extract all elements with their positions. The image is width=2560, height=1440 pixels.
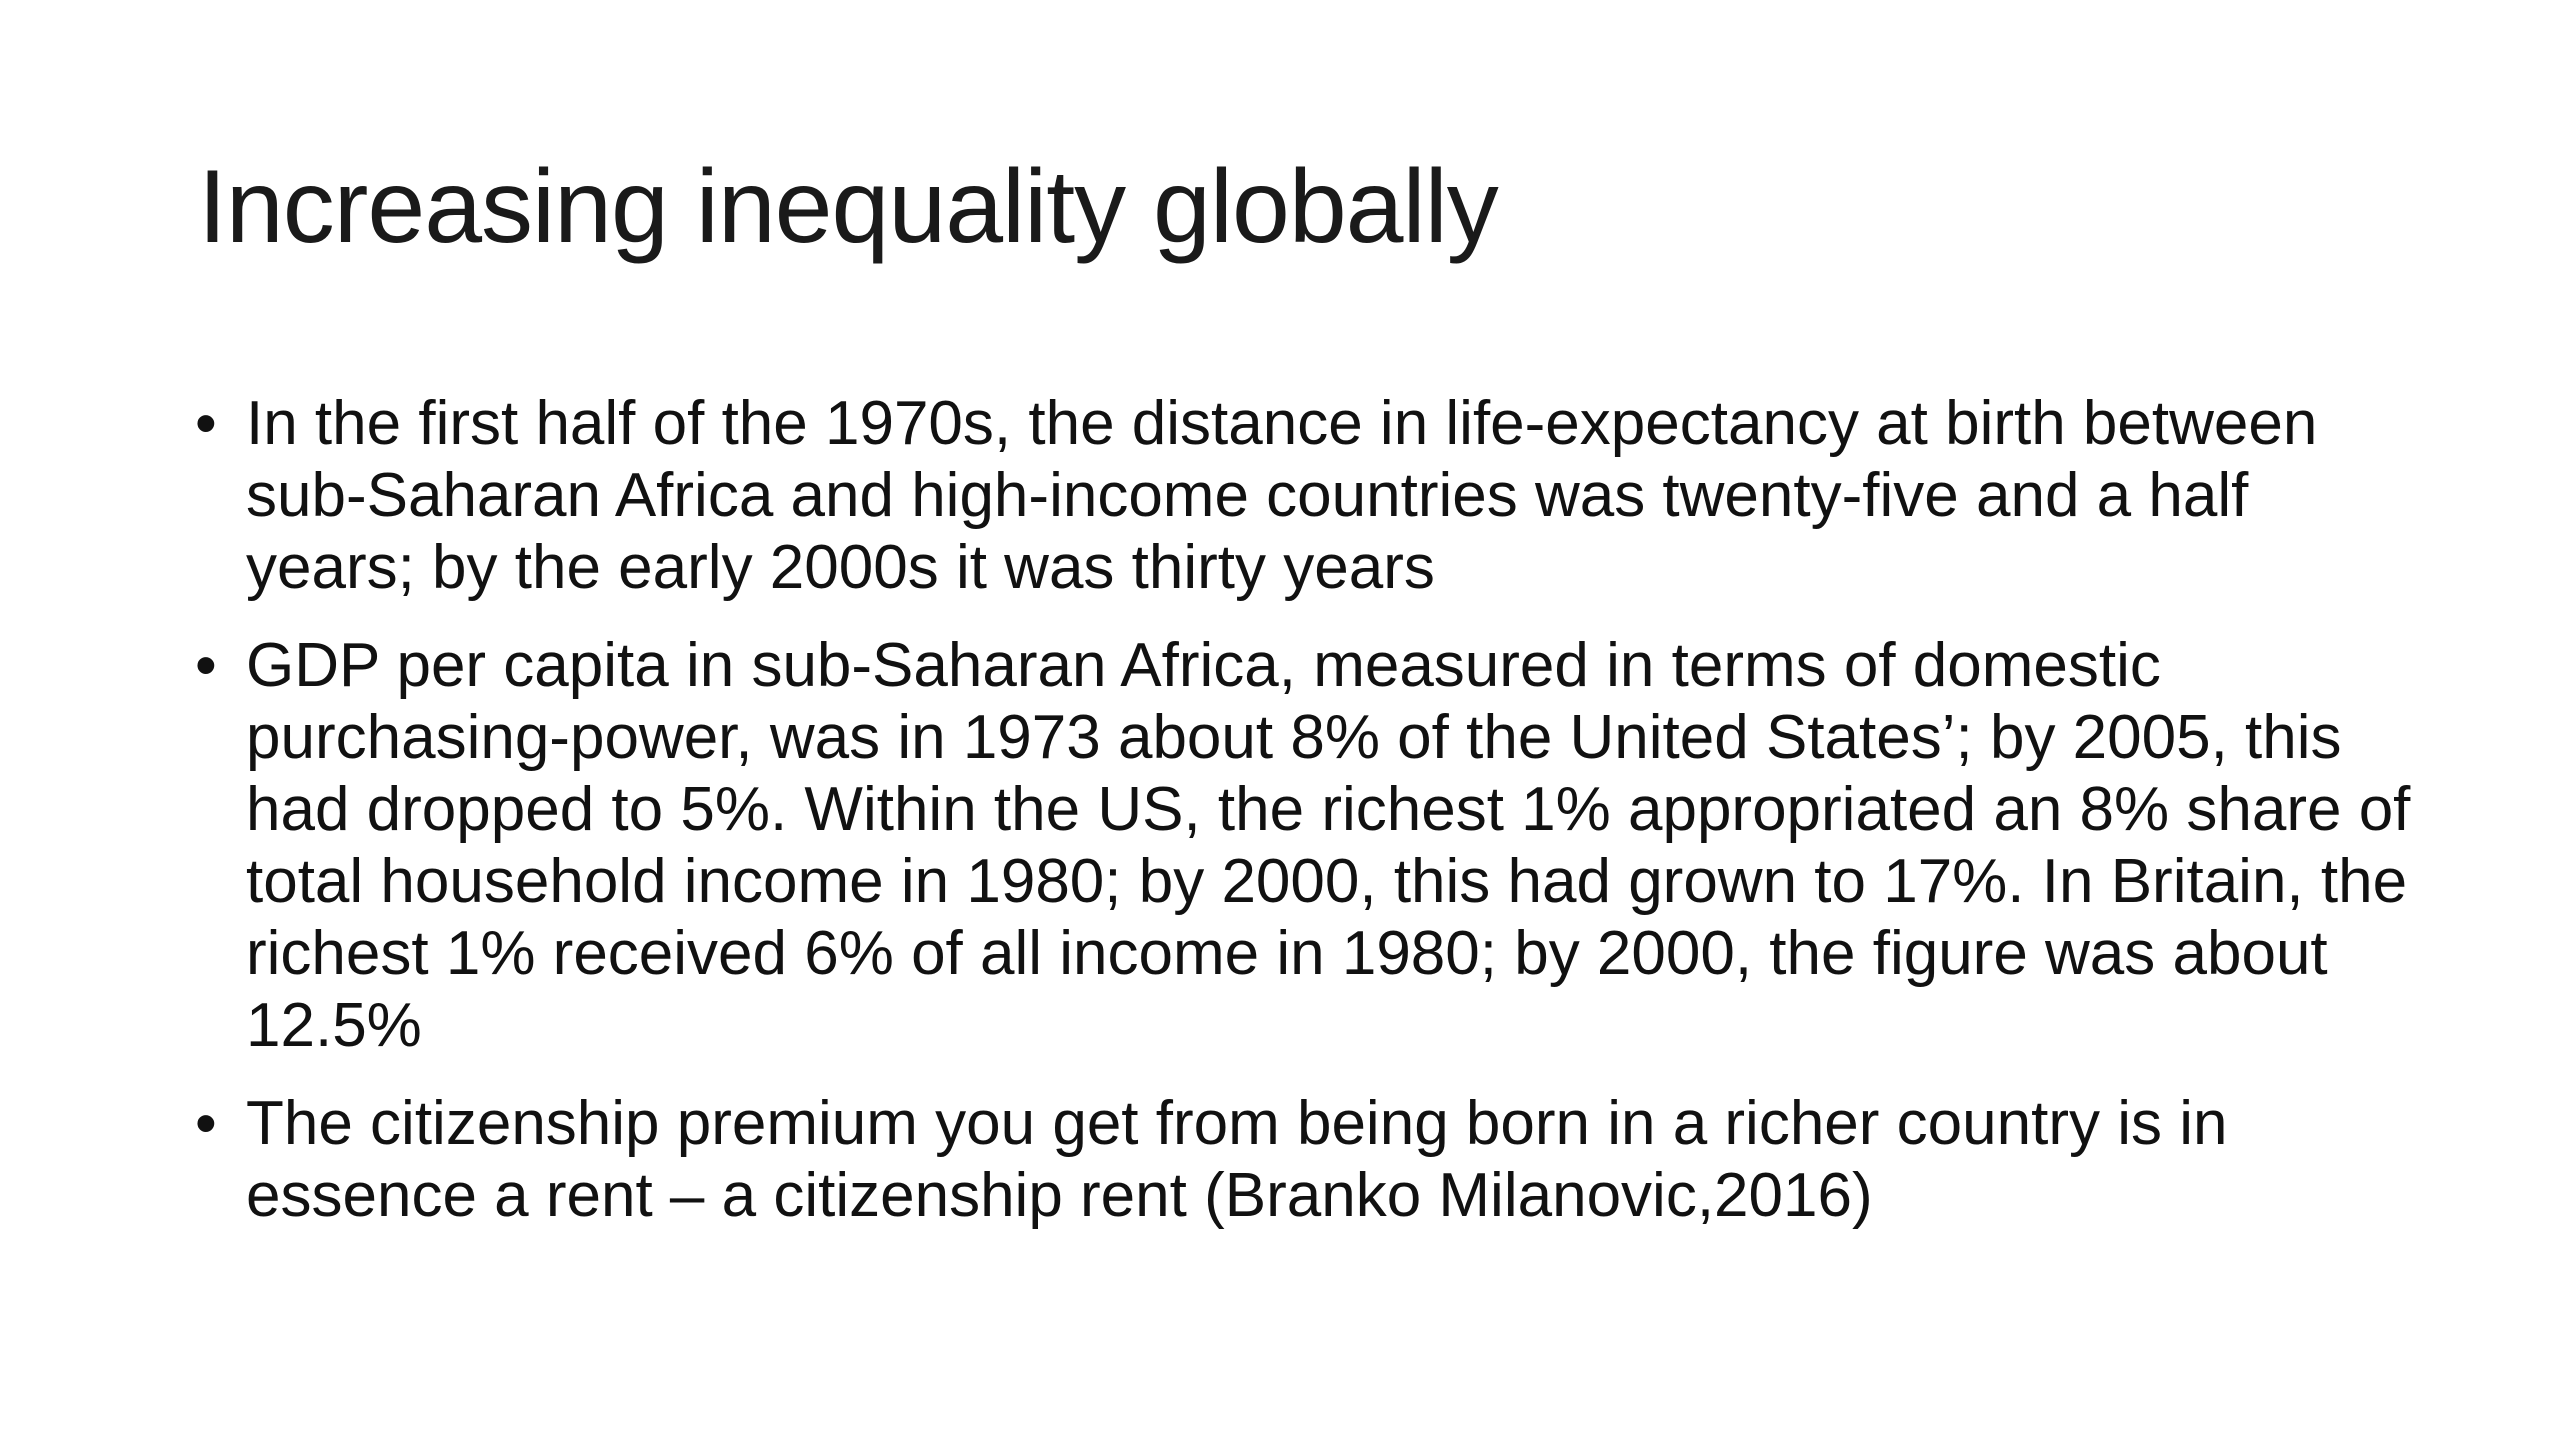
bullet-point-icon: •: [195, 389, 217, 458]
bullet-list: [195, 388, 2425, 1258]
bullet-item-citizenship-rent: [195, 1088, 2425, 1232]
bullet-item-gdp-income-share: [195, 630, 2425, 1062]
bullet-text: In the first half of the 1970s, the distance in life-expectancy at birth between sub-Saharan Africa and high-income countries was twenty-five and a half years; by the early 2000s it was thirty years: [246, 389, 2318, 602]
bullet-point-icon: •: [195, 631, 217, 700]
bullet-item-life-expectancy: [195, 388, 2425, 604]
bullet-text: GDP per capita in sub-Saharan Africa, measured in terms of domestic purchasing-power, was in 1973 about 8% of the United States’; by 2005, this had dropped to 5%. Within the US, the richest 1% appropriated an 8% share of total household income in 1980; by 2000, this had grown to 17%. In Britain, the richest 1% received 6% of all income in 1980; by 2000, the figure was about 12.5%: [246, 631, 2411, 1060]
slide-title: Increasing inequality globally: [198, 149, 1498, 265]
bullet-point-icon: •: [195, 1089, 217, 1158]
bullet-text: The citizenship premium you get from being born in a richer country is in essence a rent – a citizenship rent (Branko Milanovic,2016): [246, 1089, 2228, 1230]
